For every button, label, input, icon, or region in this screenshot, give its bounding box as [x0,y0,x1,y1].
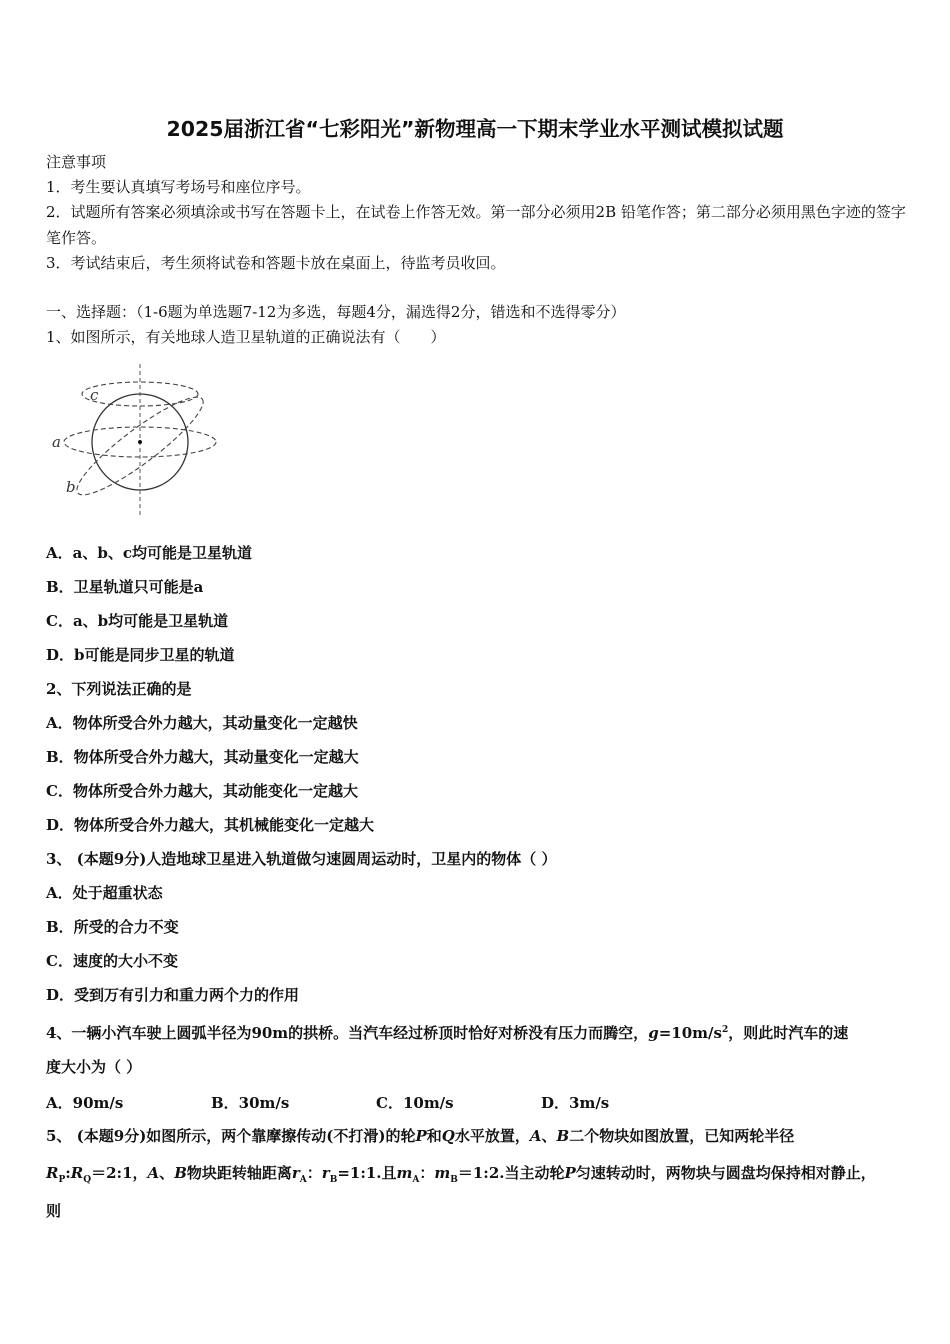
q3-option-a: A．处于超重状态 [46,884,163,902]
q1-option-b: B．卫星轨道只可能是a [46,578,204,596]
q2-option-c: C．物体所受合外力越大，其动能变化一定越大 [46,782,358,800]
notice-item-1: 1．考生要认真填写考场号和座位序号。 [46,178,311,196]
notice-item-2: 2．试题所有答案必须填涂或书写在答题卡上，在试卷上作答无效。第一部分必须用2B 铅笔作答；第二部分必须用黑色字迹的签字笔作答。 [46,203,906,247]
q3-option-c: C．速度的大小不变 [46,952,178,970]
label-b: b [66,478,76,496]
q1-option-a: A．a、b、c均可能是卫星轨道 [46,544,252,562]
q4-stem-line1: 4、一辆小汽车驶上圆弧半径为90m的拱桥。当汽车经过桥顶时恰好对桥没有压力而腾空，$g=10m/s^2$，则此时汽车的速 [46,1024,849,1042]
q1-option-d: D．b可能是同步卫星的轨道 [46,646,235,664]
q1-option-c: C．a、b均可能是卫星轨道 [46,612,229,630]
q1-stem: 1、如图所示，有关地球人造卫星轨道的正确说法有（ ） [46,328,446,346]
q2-stem: 2、下列说法正确的是 [46,680,192,698]
q2-option-b: B．物体所受合外力越大，其动量变化一定越大 [46,748,359,766]
q5-stem-line1: 5、 (本题9分)如图所示，两个靠摩擦传动(不打滑)的轮P和Q水平放置，A、B二个物块如图放置，已知两轮半径 [46,1127,795,1145]
q2-option-a: A．物体所受合外力越大，其动量变化一定越快 [46,714,358,732]
q4-stem-line2: 度大小为（ ） [46,1058,142,1076]
label-a: a [52,433,61,451]
page-title: 2025届浙江省“七彩阳光”新物理高一下期末学业水平测试模拟试题 [166,117,784,141]
q4-option-b: B．30m/s [211,1094,290,1112]
earth-center [138,440,142,444]
q2-option-d: D．物体所受合外力越大，其机械能变化一定越大 [46,816,375,834]
q4-option-d: D．3m/s [541,1094,610,1112]
q3-option-d: D．受到万有引力和重力两个力的作用 [46,986,300,1004]
notice-heading: 注意事项 [46,153,107,171]
label-c: c [90,386,99,404]
q5-stem-line3: 则 [46,1202,62,1220]
q4-option-c: C．10m/s [376,1094,454,1112]
notice-item-3: 3．考试结束后，考生须将试卷和答题卡放在桌面上，待监考员收回。 [46,254,506,272]
satellite-orbit-figure [48,362,228,522]
q5-stem-line2: $R_P:R_Q=2:1$，A、B物块距转轴距离$r_A$：$r_B=1:1$.且$m_A$：$m_B=1:2$.当主动轮P匀速转动时，两物块与圆盘均保持相对静止， [46,1164,876,1185]
section-heading: 一、选择题：（1-6题为单选题7-12为多选，每题4分，漏选得2分，错选和不选得零分） [46,303,626,321]
q3-stem: 3、 (本题9分)人造地球卫星进入轨道做匀速圆周运动时，卫星内的物体（ ） [46,850,557,868]
q3-option-b: B．所受的合力不变 [46,918,179,936]
q4-option-a: A．90m/s [46,1094,124,1112]
